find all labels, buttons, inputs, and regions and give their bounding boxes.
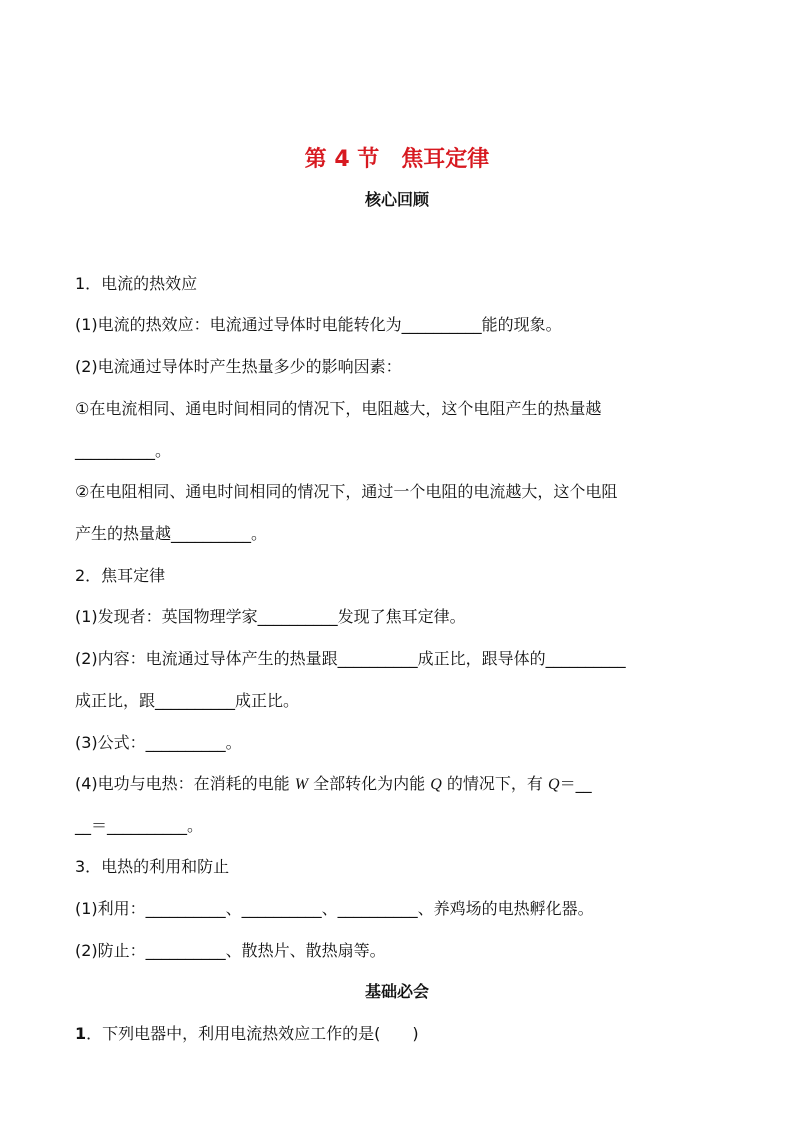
text-line: ①在电流相同、通电时间相同的情况下，电阻越大，这个电阻产生的热量越	[75, 399, 602, 418]
question-number: 1	[75, 1024, 87, 1043]
text-line: 产生的热量越__________。	[75, 524, 268, 543]
text-segment: 全部转化为内能	[308, 774, 431, 793]
text-line: (3)公式：__________。	[75, 733, 242, 752]
text-line: 3．电热的利用和防止	[75, 857, 230, 876]
section-heading-review: 核心回顾	[364, 190, 429, 209]
text-line: 成正比，跟__________成正比。	[75, 691, 300, 710]
text-line: (1)电流的热效应：电流通过导体时电能转化为__________能的现象。	[75, 315, 562, 334]
text-segment: (4)电功与电热：在消耗的电能	[75, 774, 295, 793]
text-segment: ＝__	[559, 774, 592, 793]
text-line-formula	[75, 772, 725, 797]
text-line: 1．电流的热效应	[75, 274, 198, 293]
question-text: ．下列电器中，利用电流热效应工作的是( )	[86, 1024, 419, 1043]
text-line: ②在电阻相同、通电时间相同的情况下，通过一个电阻的电流越大，这个电阻	[75, 482, 618, 501]
text-line: (2)防止：__________、散热片、散热扇等。	[75, 941, 386, 960]
symbol-w: W	[294, 776, 309, 793]
text-line: 2．焦耳定律	[75, 566, 166, 585]
text-line: __＝__________。	[75, 816, 204, 835]
text-line: (2)电流通过导体时产生热量多少的影响因素：	[75, 357, 402, 376]
section-heading-basics: 基础必会	[364, 982, 429, 1001]
symbol-q: Q	[430, 776, 442, 793]
text-line: (1)发现者：英国物理学家__________发现了焦耳定律。	[75, 607, 466, 626]
symbol-q: Q	[548, 776, 560, 793]
text-line: (2)内容：电流通过导体产生的热量跟__________成正比，跟导体的__________	[75, 649, 626, 668]
page-title: 第 4 节 焦耳定律	[304, 147, 490, 172]
text-segment: 的情况下，有	[441, 774, 549, 793]
question-1	[75, 1022, 725, 1046]
text-line: (1)利用：__________、__________、__________、养鸡场的电热孵化器。	[75, 899, 594, 918]
text-line: __________。	[75, 441, 172, 460]
